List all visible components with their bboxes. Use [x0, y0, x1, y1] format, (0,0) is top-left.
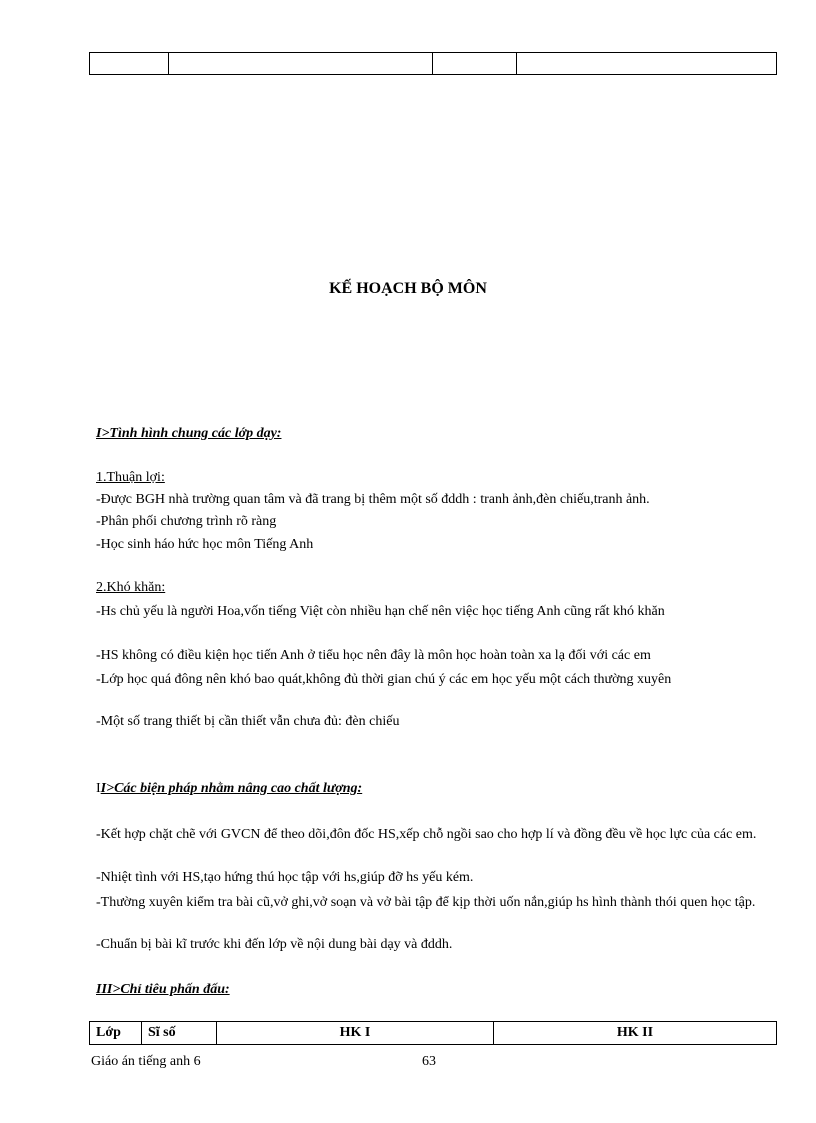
- section2-heading-text: I>Các biện pháp nhằm nâng cao chất lượng:: [100, 781, 363, 796]
- section3-heading: III>Chỉ tiêu phấn đấu:: [96, 982, 230, 997]
- footer-title: Giáo án tiếng anh 6: [91, 1054, 201, 1069]
- targets-table: [89, 1021, 777, 1045]
- page-title: KẾ HOẠCH BỘ MÔN: [329, 280, 487, 297]
- measure-item: -Nhiệt tình với HS,tạo hứng thú học tập với hs,giúp đỡ hs yếu kém.: [96, 870, 474, 885]
- table-header-cell: HK II: [494, 1022, 777, 1045]
- table-header-cell: Sĩ số: [142, 1022, 217, 1045]
- difficulty-item: -HS không có điều kiện học tiến Anh ở tiểu học nên đây là môn học hoàn toàn xa lạ đối với các em: [96, 648, 651, 663]
- table-header-cell: Lớp: [90, 1022, 142, 1045]
- advantage-item: -Được BGH nhà trường quan tâm và đã trang bị thêm một số đddh : tranh ảnh,đèn chiếu,tranh ảnh.: [96, 492, 650, 507]
- table-header-cell: HK I: [217, 1022, 494, 1045]
- advantage-item: -Học sinh háo hức học môn Tiếng Anh: [96, 537, 314, 552]
- section2-heading: [96, 781, 362, 797]
- measure-item: -Thường xuyên kiểm tra bài cũ,vở ghi,vở soạn và vở bài tập để kịp thời uốn nắn,giúp hs hình thành thói quen học tập.: [96, 895, 756, 910]
- section2-heading-prefix: I: [96, 781, 101, 796]
- advantages-label: 1.Thuận lợi:: [96, 470, 165, 485]
- difficulty-item: -Một số trang thiết bị cần thiết vẫn chưa đủ: đèn chiếu: [96, 714, 400, 729]
- difficulties-label: 2.Khó khăn:: [96, 580, 166, 595]
- top-empty-table: [89, 52, 777, 75]
- empty-cell: [433, 53, 517, 75]
- measure-item: -Kết hợp chặt chẽ với GVCN để theo dõi,đôn đốc HS,xếp chỗ ngồi sao cho hợp lí và đồng đều về học lực của các em.: [96, 827, 757, 842]
- empty-cell: [169, 53, 433, 75]
- difficulty-item: -Hs chủ yếu là người Hoa,vốn tiếng Việt còn nhiều hạn chế nên việc học tiếng Anh cũng rất khó khăn: [96, 604, 665, 619]
- empty-cell: [517, 53, 777, 75]
- advantage-item: -Phân phối chương trình rõ ràng: [96, 514, 277, 529]
- section1-heading: I>Tình hình chung các lớp dạy:: [96, 426, 282, 441]
- empty-cell: [90, 53, 169, 75]
- difficulty-item: -Lớp học quá đông nên khó bao quát,không đủ thời gian chú ý các em học yếu một cách thường xuyên: [96, 672, 672, 687]
- page-number: 63: [422, 1054, 436, 1069]
- measure-item: -Chuẩn bị bài kĩ trước khi đến lớp về nội dung bài dạy và đddh.: [96, 937, 453, 952]
